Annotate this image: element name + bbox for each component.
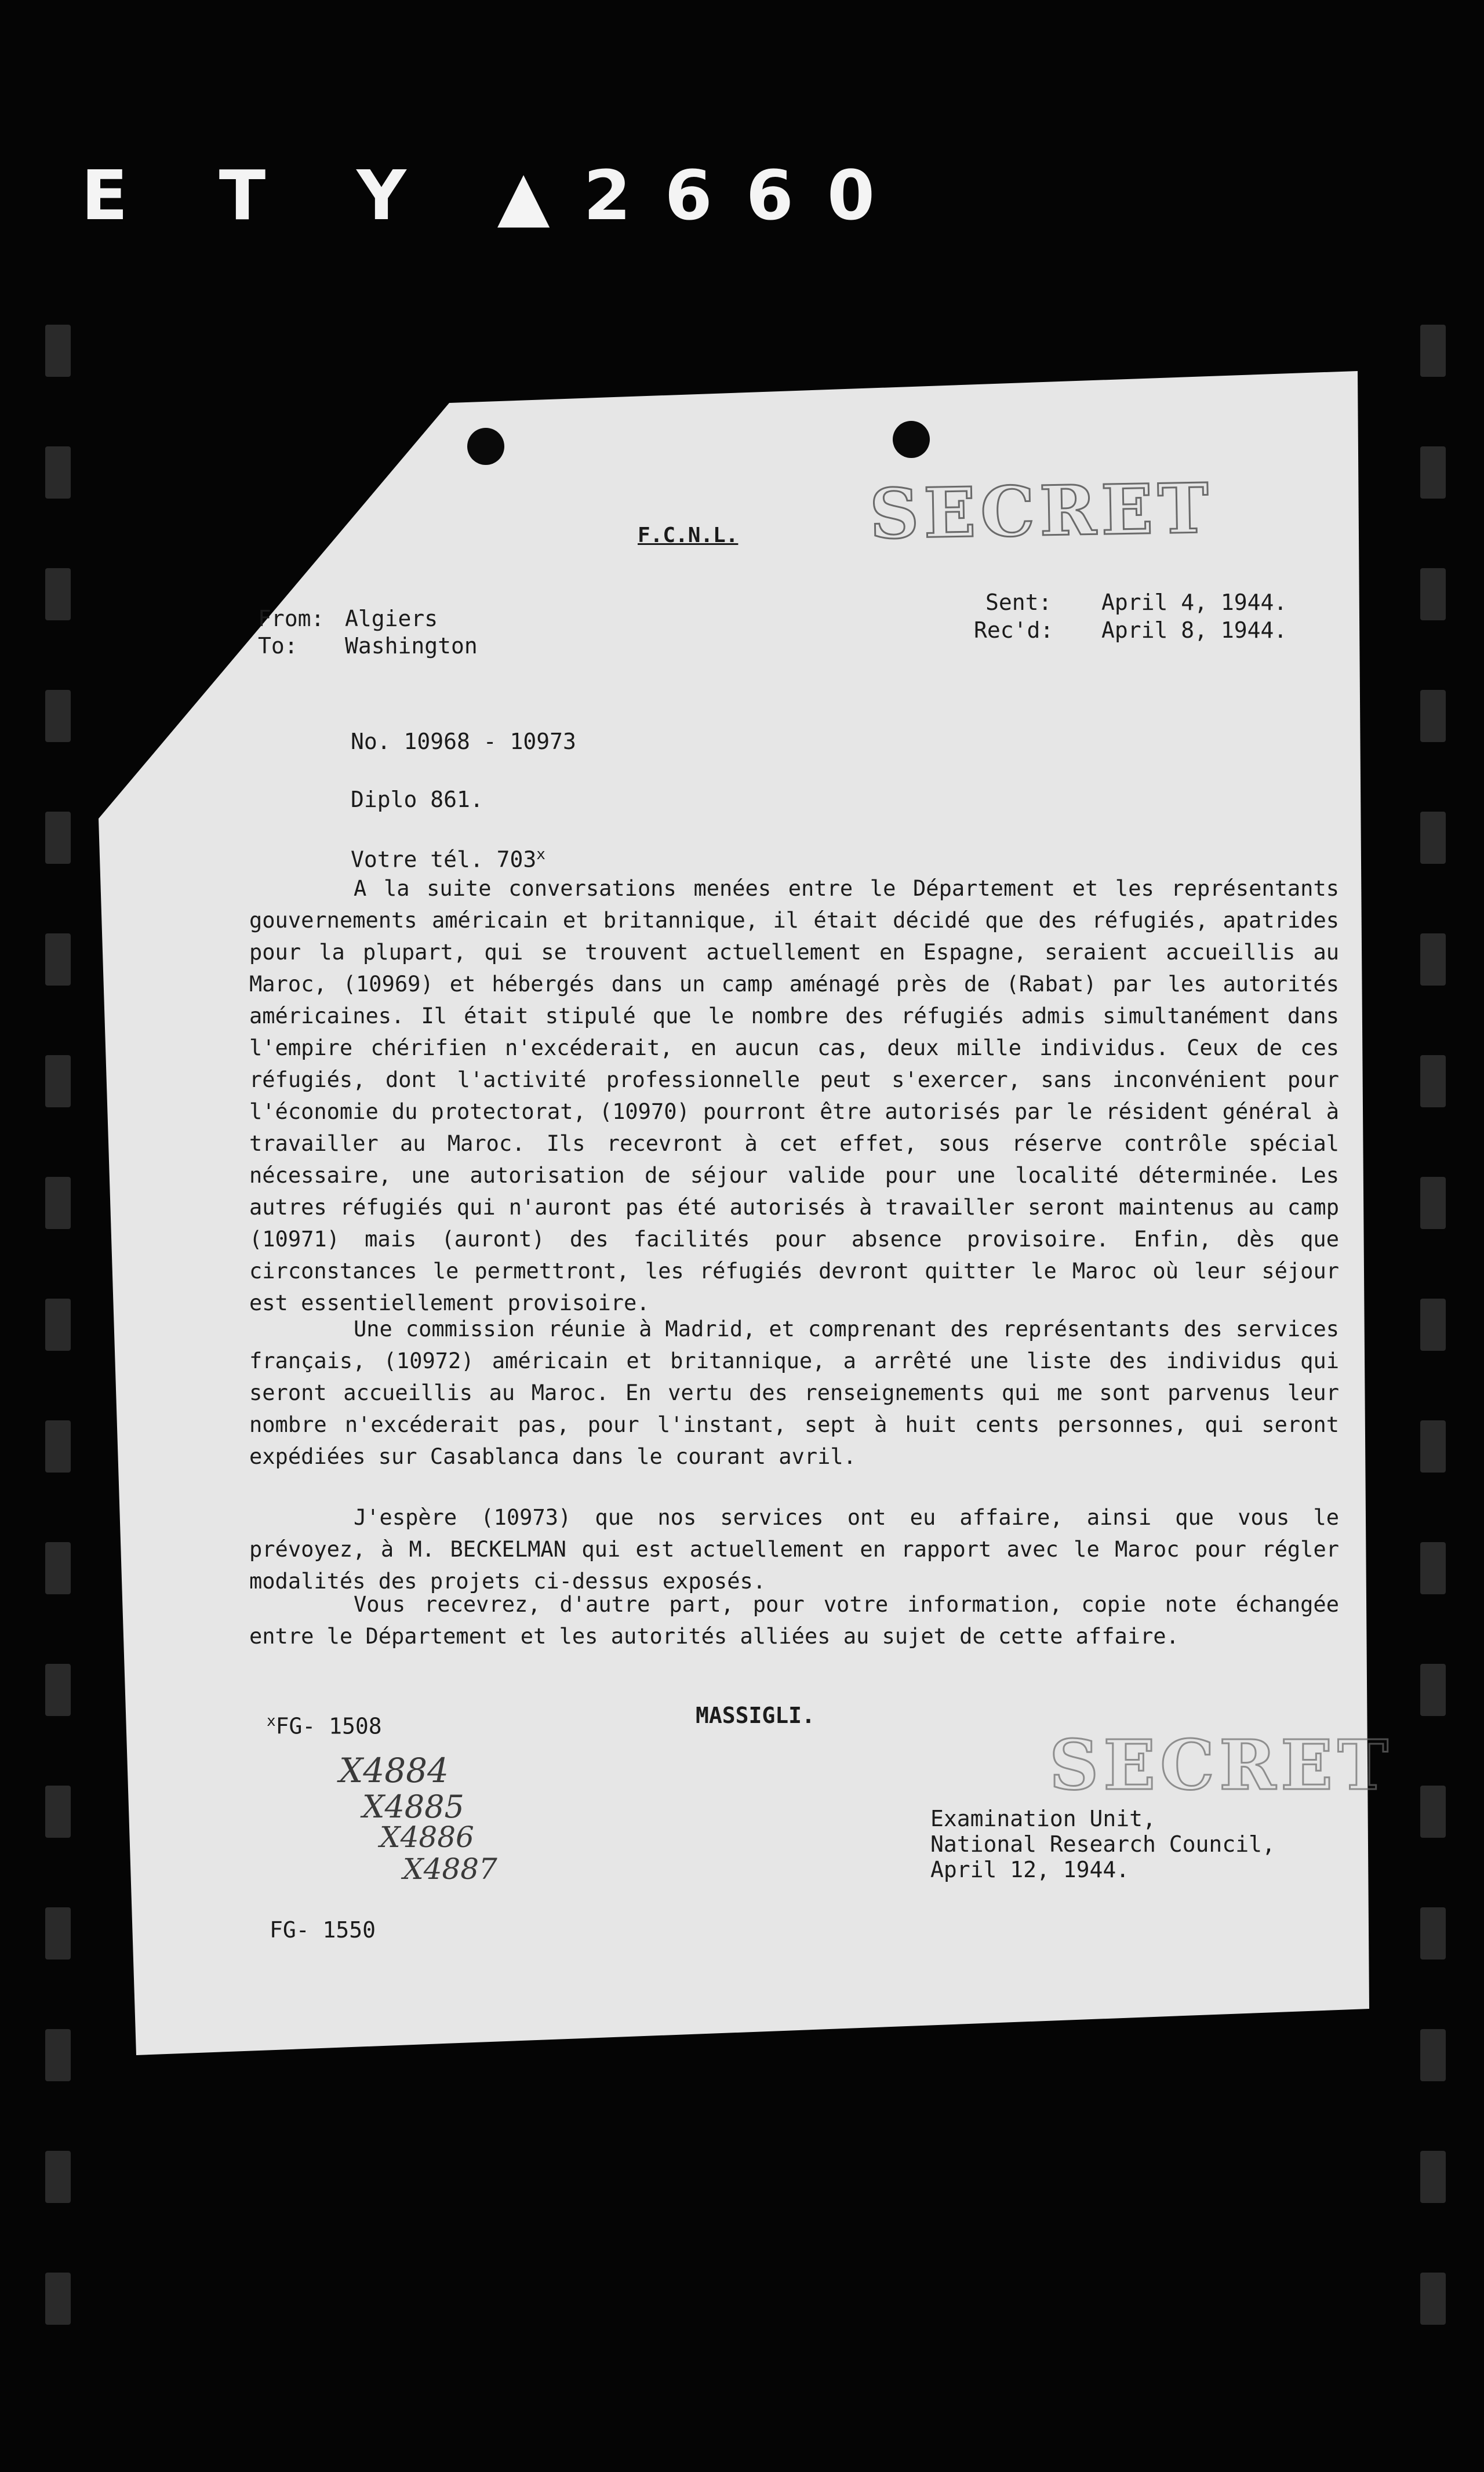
- handwritten-note-3: X4886: [380, 1820, 474, 1854]
- diplo-ref: Diplo 861.: [351, 787, 483, 812]
- votre-tel-text: Votre tél. 703: [351, 846, 537, 873]
- body-paragraph-3: J'espère (10973) que nos services ont eu affaire, ainsi que vous le prévoyez, à M. BECKELMAN qui est actuellement en rapport avec le Maroc pour régler modalités des projets ci-dessus exposés.: [249, 1505, 1339, 1594]
- sent-label: Sent:: [985, 590, 1052, 615]
- fg-reference-text: FG- 1508: [275, 1713, 382, 1739]
- secret-stamp-top: SECRET: [868, 467, 1214, 555]
- secret-stamp-bottom: SECRET: [1049, 1725, 1393, 1805]
- film-reel-id: E T Y ▲2660: [81, 155, 908, 235]
- fg-reference-superscript: x: [267, 1713, 276, 1730]
- org-header: F.C.N.L.: [638, 524, 739, 547]
- body-paragraph-4: Vous recevrez, d'autre part, pour votre information, copie note échangée entre le Département et les autorités alliées au sujet de cette affaire.: [249, 1592, 1339, 1649]
- sent-value: April 4, 1944.: [1101, 590, 1287, 615]
- handwritten-note-4: X4887: [403, 1852, 497, 1886]
- received-value: April 8, 1944.: [1101, 617, 1287, 643]
- from-value: Algiers: [345, 606, 438, 631]
- received-label: Rec'd:: [974, 617, 1054, 643]
- punch-hole-left: [467, 428, 504, 465]
- handwritten-note-1: X4884: [339, 1751, 449, 1790]
- punch-hole-right: [893, 421, 930, 458]
- handwritten-note-2: X4885: [362, 1788, 464, 1825]
- body-paragraph-1: A la suite conversations menées entre le Département et les représentants gouvernements américain et britannique, il était décidé que des réfugiés, apatrides pour la plupart, qui se trouvent actuellement en Espagne, seraient accueillis au Maroc, (10969) et hébergés dans un camp aménagé près de (Rabat) par les autorités américaines. Il était stipulé que le nombre des réfugiés admis simultanément dans l'empire chérifien n'excéderait, en aucun cas, deux mille individus. Ceux de ces réfugiés, dont l'activité professionnelle peut s'exercer, sans inconvénient pour l'économie du protectorat, (10970) pourront être autorisés par le résident général à travailler au Maroc. Ils recevront à cet effet, sous réserve contrôle spécial nécessaire, une autorisation de séjour valide pour une localité déterminée. Les autres réfugiés qui n'auront pas été autorisés à travailler seront maintenus au camp (10971) mais (auront) des facilités pour absence provisoire. Enfin, dès que circonstances le permettront, les réfugiés devront quitter le Maroc où leur séjour est essentiellement provisoire.: [249, 876, 1339, 1315]
- signature: MASSIGLI.: [696, 1703, 815, 1728]
- message-number: No. 10968 - 10973: [351, 729, 576, 754]
- votre-tel-superscript: x: [536, 846, 545, 863]
- from-label: From:: [258, 606, 325, 631]
- to-value: Washington: [345, 633, 478, 659]
- votre-tel-ref: [351, 838, 545, 877]
- to-label: To:: [258, 633, 298, 659]
- fg-reference: [267, 1704, 382, 1743]
- examination-unit-line-3: April 12, 1944.: [930, 1857, 1130, 1882]
- fg-reference-bottom: FG- 1550: [270, 1917, 376, 1943]
- body-paragraph-2: Une commission réunie à Madrid, et comprenant des représentants des services français, (10972) américain et britannique, a arrêté une liste des individus qui seront accueillis au Maroc. En vertu des renseignements qui me sont parvenus leur nombre n'excéderait pas, pour l'instant, sept à huit cents personnes, qui seront expédiées sur Casablanca dans le courant avril.: [249, 1317, 1339, 1469]
- examination-unit-line-1: Examination Unit,: [930, 1806, 1156, 1831]
- examination-unit-line-2: National Research Council,: [930, 1831, 1275, 1857]
